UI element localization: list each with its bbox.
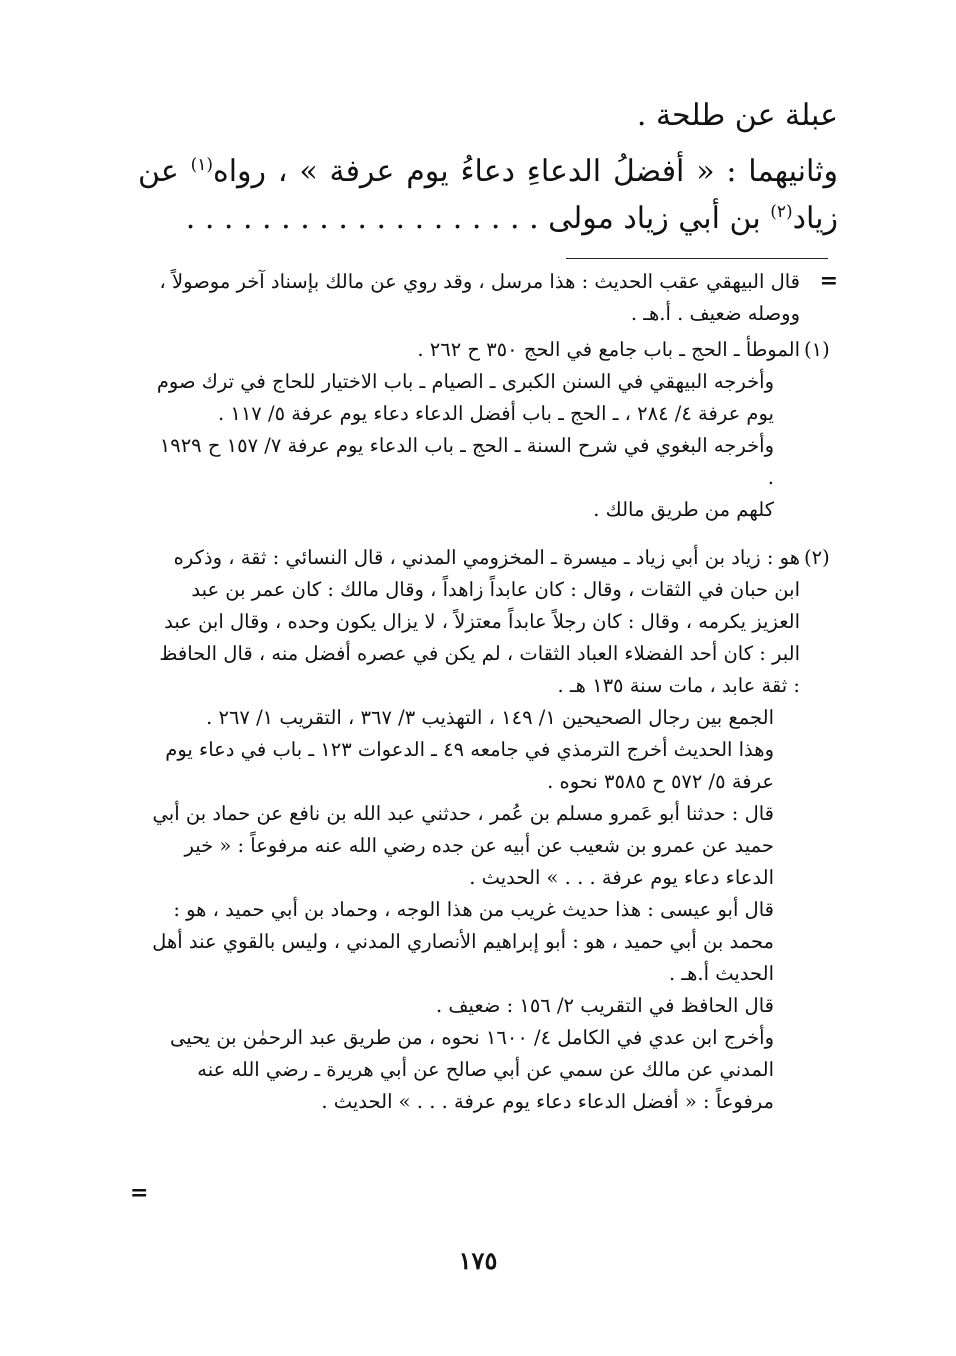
page-number: ١٧٥ bbox=[458, 1246, 498, 1275]
main-text-line-3-a: زياد bbox=[792, 201, 838, 236]
footnote-1-para-4: كلهم من طريق مالك . bbox=[593, 498, 774, 521]
continuation-dots: . . . . . . . . . . . . . . . . . . . bbox=[185, 201, 539, 236]
main-text-line-2 bbox=[138, 145, 838, 192]
footnote-1-para-3: وأخرجه البغوي في شرح السنة ـ الحج ـ باب الدعاء يوم عرفة ٧/ ١٥٧ ح ١٩٢٩ . bbox=[159, 434, 774, 489]
footnote-2-para-3: وهذا الحديث أخرج الترمذي في جامعه ٤٩ ـ الدعوات ١٢٣ ـ باب في دعاء يوم عرفة ٥/ ٥٧٢ ح ٣٥٨٥ نحوه . bbox=[165, 738, 774, 793]
footnote-2-para-6: قال الحافظ في التقريب ٢/ ١٥٦ : ضعيف . bbox=[435, 994, 774, 1017]
footnote-2-para-4: قال : حدثنا أبو عَمرو مسلم بن عُمر ، حدثني عبد الله بن نافع عن حماد بن أبي حميد عن عمرو بن شعيب عن أبيه عن جده رضي الله عنه مرفوعاً : « خير الدعاء دعاء يوم عرفة . . . » الحديث . bbox=[152, 802, 774, 889]
footnote-1 bbox=[148, 334, 800, 526]
main-text-line-3 bbox=[138, 192, 838, 239]
footnote-2-para-5: قال أبو عيسى : هذا حديث غريب من هذا الوجه ، وحماد بن أبي حميد ، هو : محمد بن أبي حميد ، هو : أبو إبراهيم الأنصاري المدني ، وليس بالقوي عند أهل الحديث أ.هـ . bbox=[152, 898, 774, 985]
footnote-2-para-7: وأخرج ابن عدي في الكامل ٤/ ١٦٠٠ نحوه ، من طريق عبد الرحمٰن بن يحيى المدني عن مالك عن سمي عن أبي صالح عن أبي هريرة ـ رضي الله عنه مرفوعاً : « أفضل الدعاء دعاء يوم عرفة . . . » الحديث . bbox=[169, 1026, 774, 1113]
footnote-2 bbox=[148, 542, 800, 1118]
footnote-continued-para: قال البيهقي عقب الحديث : هذا مرسل ، وقد روي عن مالك بإسناد آخر موصولاً ، ووصله ضعيف . أ.هـ . bbox=[159, 270, 800, 325]
footnote-ref-2[interactable]: (٢) bbox=[770, 202, 793, 222]
footnote-2-number: (٢) bbox=[804, 546, 830, 569]
main-text-line-2-b: عن bbox=[138, 154, 191, 189]
footnote-1-para-2: وأخرجه البيهقي في السنن الكبرى ـ الصيام ـ باب الاختيار للحاج في ترك صوم يوم عرفة ٤/ ٢٨٤ ، ـ الحج ـ باب أفضل الدعاء دعاء يوم عرفة ٥/ ١١٧ . bbox=[156, 370, 774, 425]
footnote-ref-1[interactable]: (١) bbox=[190, 155, 213, 175]
main-text-line-1-text: عبلة عن طلحة . bbox=[636, 98, 838, 133]
continuation-marker: = bbox=[819, 268, 838, 294]
footnote-separator bbox=[566, 258, 828, 259]
main-text-line-3-b: بن أبي زياد مولى bbox=[548, 201, 771, 236]
footnote-1-para-1: الموطأ ـ الحج ـ باب جامع في الحج ٣٥٠ ح ٢٦٢ . bbox=[417, 338, 800, 361]
main-text-line-1 bbox=[138, 96, 838, 136]
footnote-1-number: (١) bbox=[804, 338, 830, 361]
footnote-continued bbox=[148, 266, 800, 330]
footnote-2-para-2: الجمع بين رجال الصحيحين ١/ ١٤٩ ، التهذيب ٣/ ٣٦٧ ، التقريب ١/ ٢٦٧ . bbox=[206, 706, 774, 729]
continues-next-page-marker: = bbox=[130, 1180, 149, 1206]
footnote-2-para-1: هو : زياد بن أبي زياد ـ ميسرة ـ المخزومي المدني ، قال النسائي : ثقة ، وذكره ابن حبان في الثقات ، وقال : كان عابداً زاهداً ، وقال مالك : كان عمر بن عبد العزيز يكرمه ، وقال : كان رجلاً عابداً معتزلاً ، لا يزال يكون وحده ، وقال ابن عبد البر : كان أحد الفضلاء العباد الثقات ، لم يكن في عصره أفضل منه ، قال الحافظ : ثقة عابد ، مات سنة ١٣٥ هـ . bbox=[159, 546, 800, 697]
main-text-line-2-a: وثانيهما : « أفضلُ الدعاءِ دعاءُ يوم عرفة » ، رواه bbox=[212, 154, 838, 189]
